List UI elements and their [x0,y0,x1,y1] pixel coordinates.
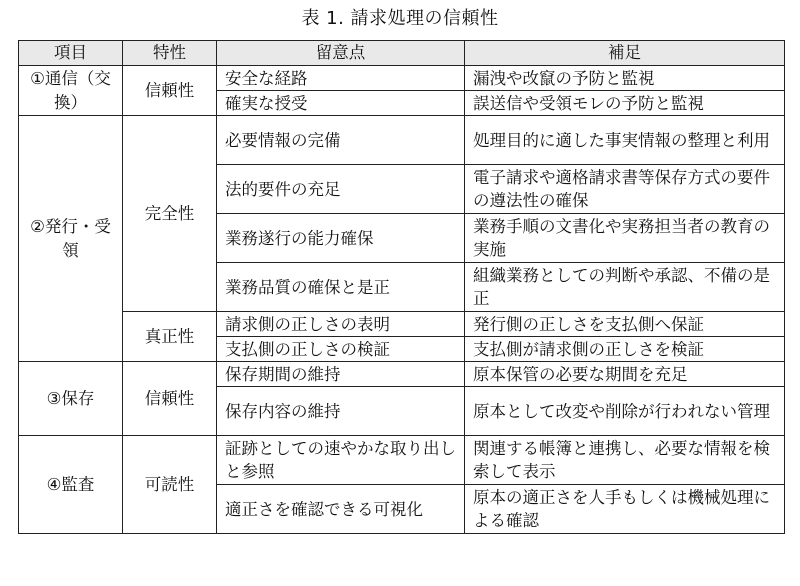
item-label: ④監査 [46,474,95,494]
point-cell: 請求側の正しさの表明 [217,312,465,337]
note-cell: 原本として改変や削除が行われない管理 [465,387,785,436]
point-cell: 必要情報の完備 [217,116,465,165]
header-point: 留意点 [217,41,465,66]
point-cell: 法的要件の充足 [217,165,465,214]
item-label: ②発行・受領 [30,216,111,260]
table-row [19,312,785,337]
note-cell: 原本の適正さを人手もしくは機械処理による確認 [465,485,785,534]
header-note: 補足 [465,41,785,66]
property-cell: 可読性 [123,436,217,534]
item-label: ①通信（交換） [30,68,111,112]
note-cell: 電子請求や適格請求書等保存方式の要件の遵法性の確保 [465,165,785,214]
point-cell: 安全な経路 [217,66,465,91]
property-cell: 信頼性 [123,362,217,436]
point-cell: 確実な授受 [217,91,465,116]
header-item: 項目 [19,41,123,66]
point-cell: 適正さを確認できる可視化 [217,485,465,534]
header-row [19,41,785,66]
note-cell: 組織業務としての判断や承認、不備の是正 [465,263,785,312]
item-cell [19,436,123,534]
table-row [19,66,785,91]
point-cell: 業務遂行の能力確保 [217,214,465,263]
item-cell [19,66,123,116]
table-caption: 表 1. 請求処理の信頼性 [301,8,499,29]
property-cell: 真正性 [123,312,217,362]
item-cell [19,116,123,362]
point-cell: 支払側の正しさの検証 [217,337,465,362]
table-row [19,436,785,485]
note-cell: 誤送信や受領モレの予防と監視 [465,91,785,116]
note-cell: 発行側の正しさを支払側へ保証 [465,312,785,337]
note-cell: 支払側が請求側の正しさを検証 [465,337,785,362]
item-cell [19,362,123,436]
table-row [19,116,785,165]
note-cell: 関連する帳簿と連携し、必要な情報を検索して表示 [465,436,785,485]
note-cell: 処理目的に適した事実情報の整理と利用 [465,116,785,165]
note-cell: 原本保管の必要な期間を充足 [465,362,785,387]
property-cell: 完全性 [123,116,217,312]
point-cell: 保存内容の維持 [217,387,465,436]
point-cell: 証跡としての速やかな取り出しと参照 [217,436,465,485]
item-label: ③保存 [46,388,95,408]
property-cell: 信頼性 [123,66,217,116]
header-property: 特性 [123,41,217,66]
point-cell: 業務品質の確保と是正 [217,263,465,312]
reliability-table [18,40,785,534]
note-cell: 業務手順の文書化や実務担当者の教育の実施 [465,214,785,263]
point-cell: 保存期間の維持 [217,362,465,387]
table-row [19,362,785,387]
note-cell: 漏洩や改竄の予防と監視 [465,66,785,91]
